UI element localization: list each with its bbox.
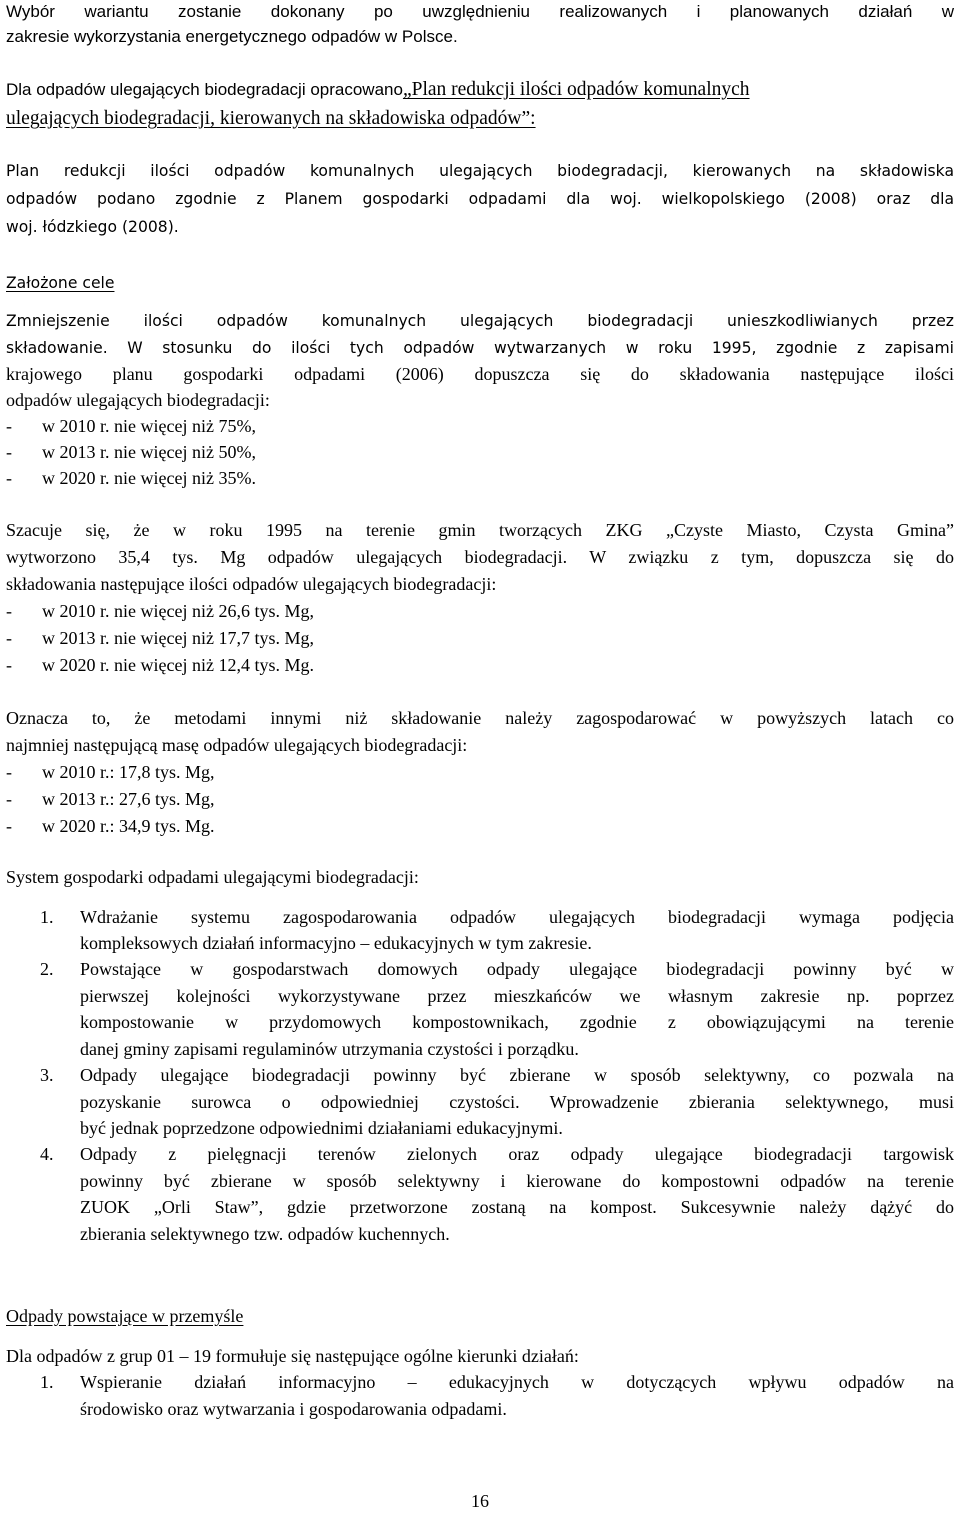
bio-heading-title: „Plan redukcji ilości odpadów komunalnych <box>402 79 750 100</box>
intro-line: zakresie wykorzystania energetycznego odpadów w Polsce. <box>6 27 458 46</box>
industry-lead: Dla odpadów z grup 01 – 19 formułuje się następujące ogólne kierunki działań: <box>6 1346 579 1366</box>
item-number: 3. <box>40 1065 54 1085</box>
item-number: 1. <box>40 1372 54 1392</box>
limit-item: - w 2013 r. nie więcej niż 17,7 tys. Mg, <box>6 625 506 651</box>
zkg-line: składowania następujące ilości odpadów ulegających biodegradacji: <box>6 574 497 594</box>
zkg-line: wytworzono 35,4 tys. Mg odpadów ulegających biodegradacji. W związku z tym, dopuszcza się do <box>6 547 954 567</box>
zkg-line: Szacuje się, że w roku 1995 na terenie gmin tworzących ZKG „Czyste Miasto, Czysta Gmina” <box>6 520 954 540</box>
industry-heading: Odpady powstające w przemyśle <box>6 1306 244 1326</box>
bio-heading-lead: Dla odpadów ulegających biodegradacji opracowano <box>6 80 403 99</box>
limit-item: - w 2010 r. nie więcej niż 26,6 tys. Mg, <box>6 598 506 624</box>
dash-bullet: - <box>6 762 12 782</box>
goals-line: składowanie. W stosunku do ilości tych odpadów wytwarzanych w roku 1995, zgodnie z zapisami <box>6 339 954 357</box>
goals-heading: Założone cele <box>6 274 115 292</box>
amount-item: - w 2010 r.: 17,8 tys. Mg, <box>6 759 406 785</box>
page-number: 16 <box>471 1491 489 1511</box>
amount-item: - w 2013 r.: 27,6 tys. Mg, <box>6 786 406 812</box>
item-number: 1. <box>40 907 54 927</box>
dash-bullet: - <box>6 655 12 675</box>
item-number: 2. <box>40 959 54 979</box>
target-item: - w 2010 r. nie więcej niż 75%, <box>6 413 406 439</box>
document-page: Wybór wariantu zostanie dokonany po uwzględnieniu realizowanych i planowanych działań w zakresie wykorzystania energetycznego odpadów w Polsce. Dla odpadów ulegających biodegradacji opracowano„Plan redukcji ilości odpadów komunalnych ulegających biodegradacji, kierowanych na składowiska odpadów”: Plan redukcji ilości odpadów komunalnych ulegających biodegradacji, kierowanych na składowiska odpadów podano zgodnie z Planem gospodarki odpadami dla woj. wielkopolskiego (2008) oraz dla woj. łódzkiego (2008). Założone cele Zmniejszenie ilości odpadów komunalnych ulegających biodegradacji unieszkodliwianych przez składowanie. W stosunku do ilości tych odpadów wytwarzanych w roku 1995, zgodnie z zapisami krajowego planu gospodarki odpadami (2006) dopuszcza się do składowania następujące ilości odpadów ulegających biodegradacji: - w 2010 r. nie więcej niż 75%, - w 2013 r. nie więcej niż 50%, - w 2020 r. nie więcej niż 35%. Szacuje się, że w roku 1995 na terenie gmin tworzących ZKG „Czyste Miasto, Czysta Gmina” wytworzono 35,4 tys. Mg odpadów ulegających biodegradacji. W związku z tym, dopuszcza się do składowania następujące ilości odpadów ulegających biodegradacji: - w 2010 r. nie więcej niż 26,6 tys. Mg, - w 2013 r. nie więcej niż 17,7 tys. Mg, - w 2020 r. nie więcej niż 12,4 tys. Mg. Oznacza to, że metodami innymi niż składowanie należy zagospodarować w powyższych latach co najmniej następującą masę odpadów ulegających biodegradacji: - w 2010 r.: 17,8 tys. Mg, - w 2013 r.: 27,6 tys. Mg, - w 2020 r.: 34,9 tys. Mg. System gospodarki odpadami ulegającymi biodegradacji: 1. Wdrażanie systemu zagospodarowania odpadów ulegających biodegradacji wymaga podjęcia kompleksowych działań informacyjno – edukacyjnych w tym zakresie. 2. Powstające w gospodarstwach domowych odpady ulegające biodegradacji powinny być w pierwszej kolejności wykorzystywane przez mieszkańców we własnym zakresie np. poprzez kompostowanie w przydomowych kompostownikach, zgodnie z obowiązującymi na terenie danej gminy zapisami regulaminów utrzymania czystości i porządku. 3. Odpady ulegające biodegradacji powinny być zbierane w sposób selektywny, co pozwala na pozyskanie surowca o odpowiedniej czystości. Wprowadzenie zbierania selektywnego, musi być jednak poprzedzone odpowiednimi działaniami edukacyjnymi. 4. Odpady z pielęgnacji terenów zielonych oraz odpady ulegające biodegradacji targowisk powinny być zbierane w sposób selektywny i kierowane do kompostowni odpadów na terenie ZUOK „Orli Staw”, gdzie przetworzone zostaną na kompost. Sukcesywnie należy dążyć do zbierania selektywnego tzw. odpadów kuchennych. Odpady powstające w przemyśle Dla odpadów z grup 01 – 19 formułuje się następujące ogólne kierunki działań: 1. Wspieranie działań informacyjno – edukacyjnych w dotyczących wpływu odpadów na środowisko oraz wytwarzania i gospodarowania odpadami. 16 <box>0 0 960 1513</box>
dash-bullet: - <box>6 628 12 648</box>
amount-item: - w 2020 r.: 34,9 tys. Mg. <box>6 813 406 839</box>
means-line: Oznacza to, że metodami innymi niż składowanie należy zagospodarować w powyższych latach co <box>6 708 954 728</box>
limit-item: - w 2020 r. nie więcej niż 12,4 tys. Mg. <box>6 652 506 678</box>
plan-line: woj. łódzkiego (2008). <box>6 218 179 236</box>
means-line: najmniej następującą masę odpadów ulegających biodegradacji: <box>6 735 468 755</box>
item-number: 4. <box>40 1144 54 1164</box>
dash-bullet: - <box>6 442 12 462</box>
plan-line: odpadów podano zgodnie z Planem gospodarki odpadami dla woj. wielkopolskiego (2008) oraz dla <box>6 190 954 208</box>
dash-bullet: - <box>6 601 12 621</box>
goals-line: odpadów ulegających biodegradacji: <box>6 390 270 410</box>
intro-line: Wybór wariantu zostanie dokonany po uwzględnieniu realizowanych i planowanych działań w <box>6 2 954 21</box>
plan-line: Plan redukcji ilości odpadów komunalnych ulegających biodegradacji, kierowanych na składowiska <box>6 162 954 180</box>
goals-line: krajowego planu gospodarki odpadami (2006) dopuszcza się do składowania następujące ilości <box>6 364 954 384</box>
dash-bullet: - <box>6 816 12 836</box>
dash-bullet: - <box>6 416 12 436</box>
system-heading: System gospodarki odpadami ulegającymi biodegradacji: <box>6 867 419 887</box>
target-item: - w 2013 r. nie więcej niż 50%, <box>6 439 406 465</box>
goals-line: Zmniejszenie ilości odpadów komunalnych ulegających biodegradacji unieszkodliwianych przez <box>6 312 954 330</box>
dash-bullet: - <box>6 468 12 488</box>
dash-bullet: - <box>6 789 12 809</box>
bio-heading-title: ulegających biodegradacji, kierowanych na składowiska odpadów”: <box>6 108 536 129</box>
target-item: - w 2020 r. nie więcej niż 35%. <box>6 465 406 491</box>
